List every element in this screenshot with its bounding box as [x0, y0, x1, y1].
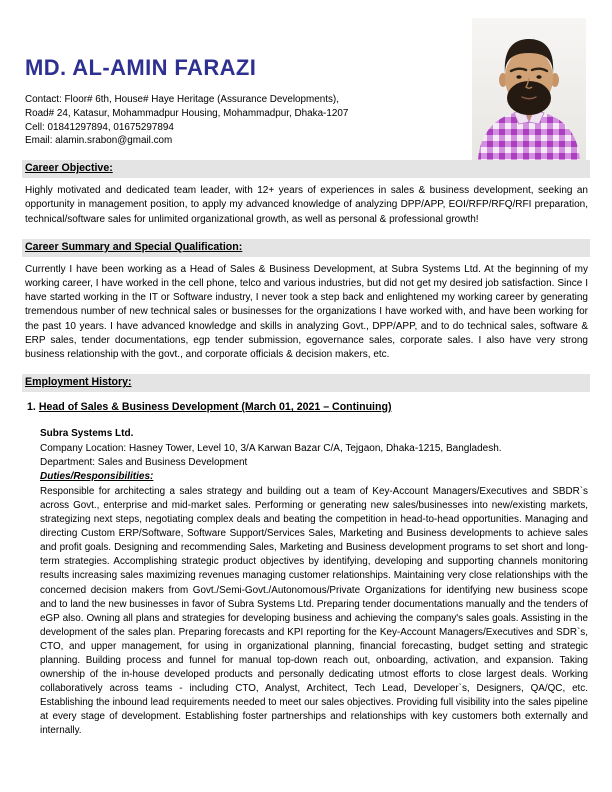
section-title: Employment History: — [25, 376, 132, 389]
contact-line-cell: Cell: 01841297894, 01675297894 — [25, 121, 174, 133]
section-header-employment-history — [22, 374, 590, 392]
career-summary-text: Currently I have been working as a Head of Sales & Business Development, at Subra Systems Ltd. At the beginning of my working career, I have worked in the cell phone, telco and various industries, but did not get my desired job satisfaction. Since I have started working in the IT or Software industry, I never took a step back and enlightened my working career by generating tremendous number of new technical sales or businesses for the organizations I have worked with, and have been working for the past 10 years. I have advanced knowledge and skills in analyzing Govt., DPP/APP, and to do technical sales, software & ERP sales, tender documentations, egp tender submission, egovernance sales, corporate sales. I also have very strong business relationship with the govt., and corporate officials & decision makers, etc. — [25, 263, 588, 361]
job-details — [40, 427, 588, 738]
portrait-image — [472, 18, 586, 160]
person-name: MD. AL-AMIN FARAZI — [25, 55, 257, 80]
duties-label: Duties/Responsibilities: — [40, 471, 154, 483]
section-title: Career Summary and Special Qualification: — [25, 240, 243, 253]
profile-photo — [472, 18, 586, 160]
section-title: Career Objective: — [25, 162, 113, 175]
contact-line-email: Email: alamin.srabon@gmail.com — [25, 135, 173, 147]
company-name: Subra Systems Ltd. — [40, 428, 134, 440]
job-title: Head of Sales & Business Development (March 01, 2021 – Continuing) — [38, 401, 392, 414]
section-header-career-summary — [22, 239, 590, 257]
company-department: Department: Sales and Business Development — [40, 457, 248, 469]
career-objective-text: Highly motivated and dedicated team leader, with 12+ years of experiences in sales & business development, seeking an opportunity in management position, to apply my advanced knowledge of analyzing DPP/APP, EOI/RFP/RFQ/RFI preparation, technical/software sales for unlimited organizational growth, as well as personal & professional growth! — [25, 185, 588, 225]
contact-line-address1: Contact: Floor# 6th, House# Haye Heritage (Assurance Developments), — [25, 94, 339, 105]
contact-line-address2: Road# 24, Katasur, Mohammadpur Housing, Mohammadpur, Dhaka-1207 — [25, 107, 349, 119]
job-number: 1. — [27, 401, 36, 414]
section-header-career-objective — [22, 160, 590, 178]
duties-text: Responsible for architecting a sales strategy and building out a team of Key-Account Managers/Executives and SBDR`s across Govt., enterprise and mid-market sales. Performing or generating new sales/businesses into new/existing markets, strategizing next steps, negotiating complex deals and beating the competition in head-to-head opportunities. Managing and directing Custom ERP/Software, Software Support/Services Sales, Marketing and Business developments to achieve sales and profit goals. Designing and recommending Sales, Marketing and Business development programs to set short and long-term strategies. Accomplishing strategic product objectives by identifying, developing and supporting channels monitoring results increasing sales maximizing revenues managing customer relationships. Maintaining very close relationships with the concerned decision makers from Govt./Semi-Govt./Autonomous/Private Organizations for identifying new business scope and to land the new businesses in favor of Subra Systems Ltd. Preparing tender documentations manually and the tenders of eGP also. Owning all plans and strategies for developing business and achieving the company's sales goals. Assisting in the development of the sales plan. Preparing forecasts and KPI reporting for the Key-Account Managers/Executives and SDR`s, CTO, and upper management, for using in organizational planning, financial forecasting, budget setting and strategic planning. Building process and funnel for manual top-down reach out, onboarding, activation, and expansion. Taking ownership of the in-house developed products and personally dedicating utmost efforts to close largest deals. Working collaboratively across teams - including CTO, Analyst, Architect, Tech Lead, Developer`s, Designers, QA/QC, etc. Establishing the inbound lead requirements needed to meet our sales objectives. Providing full visibility into the sales pipeline at every stage of development. Establishing foster partnerships and relationships with key customers both externally and internally. — [40, 485, 588, 737]
company-location: Company Location: Hasney Tower, Level 10, 3/A Karwan Bazar C/A, Tejgaon, Dhaka-1215, Bangladesh. — [40, 442, 502, 454]
employment-entry — [25, 401, 588, 738]
job-heading — [25, 401, 588, 414]
